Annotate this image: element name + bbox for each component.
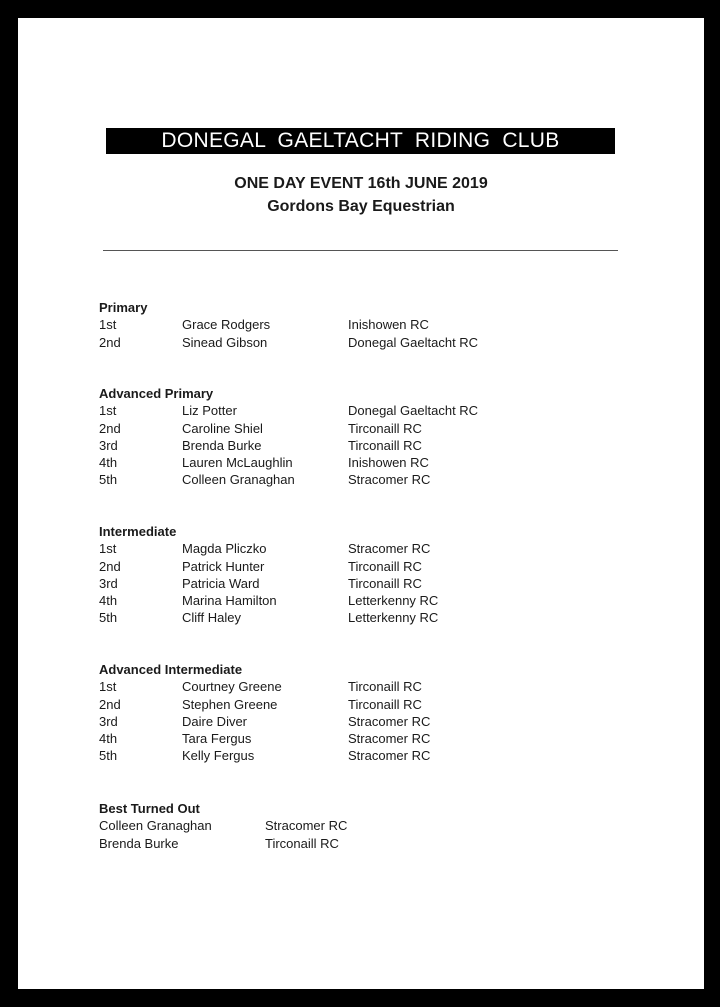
result-row [99,402,659,419]
rider-name: Patricia Ward [182,575,260,591]
placing: 1st [99,403,117,419]
club-name: Stracomer RC [348,748,431,764]
result-row [99,420,659,437]
club-name: Stracomer RC [348,472,431,488]
club-name: Stracomer RC [265,818,348,834]
placing: 4th [99,455,118,471]
result-row [99,471,659,488]
rider-name: Magda Pliczko [182,541,267,557]
section-title: Advanced Primary [99,386,214,401]
rider-name: Stephen Greene [182,696,278,712]
club-name: Stracomer RC [348,713,431,729]
rider-name: Grace Rodgers [182,317,271,333]
rider-name: Daire Diver [182,713,248,729]
placing: 2nd [99,334,121,350]
divider-line [103,250,618,251]
placing: 4th [99,731,118,747]
club-name: Letterkenny RC [348,610,439,626]
club-name: Tirconaill RC [348,575,422,591]
placing: 3rd [99,713,118,729]
result-row [99,454,659,471]
section-best-turned-out [99,800,659,852]
result-row [99,609,659,626]
result-row [99,835,659,852]
result-row [99,678,659,695]
club-name: Tirconaill RC [348,679,422,695]
rider-name: Sinead Gibson [182,334,268,350]
placing: 1st [99,317,117,333]
rider-name: Colleen Granaghan [99,818,212,834]
club-name: Donegal Gaeltacht RC [348,403,479,419]
placing: 5th [99,748,118,764]
rider-name: Marina Hamilton [182,593,277,609]
club-name: Tirconaill RC [348,420,422,436]
rider-name: Cliff Haley [182,610,242,626]
rider-name: Lauren McLaughlin [182,455,293,471]
placing: 3rd [99,575,118,591]
placing: 5th [99,610,118,626]
rider-name: Courtney Greene [182,679,282,695]
club-name: Tirconaill RC [265,835,339,851]
club-name: Tirconaill RC [348,696,422,712]
section-title: Advanced Intermediate [99,662,243,677]
club-name: Tirconaill RC [348,558,422,574]
placing: 2nd [99,696,121,712]
section-title: Intermediate [99,524,177,539]
section-intermediate [99,523,659,627]
result-row [99,817,659,834]
placing: 1st [99,679,117,695]
result-row [99,316,659,333]
result-row [99,558,659,575]
result-row [99,696,659,713]
rider-name: Brenda Burke [182,437,262,453]
club-name: Donegal Gaeltacht RC [348,334,479,350]
result-row [99,334,659,351]
club-name: Stracomer RC [348,541,431,557]
section-advanced-primary [99,385,659,489]
result-row [99,730,659,747]
result-row [99,437,659,454]
placing: 5th [99,472,118,488]
rider-name: Colleen Granaghan [182,472,295,488]
section-title: Primary [99,300,148,315]
result-row [99,713,659,730]
section-primary [99,299,659,351]
rider-name: Tara Fergus [182,731,252,747]
club-name: Stracomer RC [348,731,431,747]
result-row [99,747,659,764]
placing: 3rd [99,437,118,453]
placing: 2nd [99,558,121,574]
club-name: Letterkenny RC [348,593,439,609]
placing: 1st [99,541,117,557]
result-row [99,575,659,592]
document-page [18,18,704,989]
event-venue: Gordons Bay Equestrian [267,198,455,215]
result-row [99,540,659,557]
rider-name: Patrick Hunter [182,558,265,574]
placing: 2nd [99,420,121,436]
club-name: Inishowen RC [348,317,429,333]
result-row [99,592,659,609]
section-advanced-intermediate [99,661,659,765]
event-title: ONE DAY EVENT 16th JUNE 2019 [234,175,488,192]
rider-name: Liz Potter [182,403,237,419]
rider-name: Brenda Burke [99,835,179,851]
section-title: Best Turned Out [99,801,200,816]
placing: 4th [99,593,118,609]
rider-name: Caroline Shiel [182,420,263,436]
rider-name: Kelly Fergus [182,748,255,764]
club-name: Inishowen RC [348,455,429,471]
club-name: Tirconaill RC [348,437,422,453]
club-banner: DONEGAL GAELTACHT RIDING CLUB [106,128,615,154]
